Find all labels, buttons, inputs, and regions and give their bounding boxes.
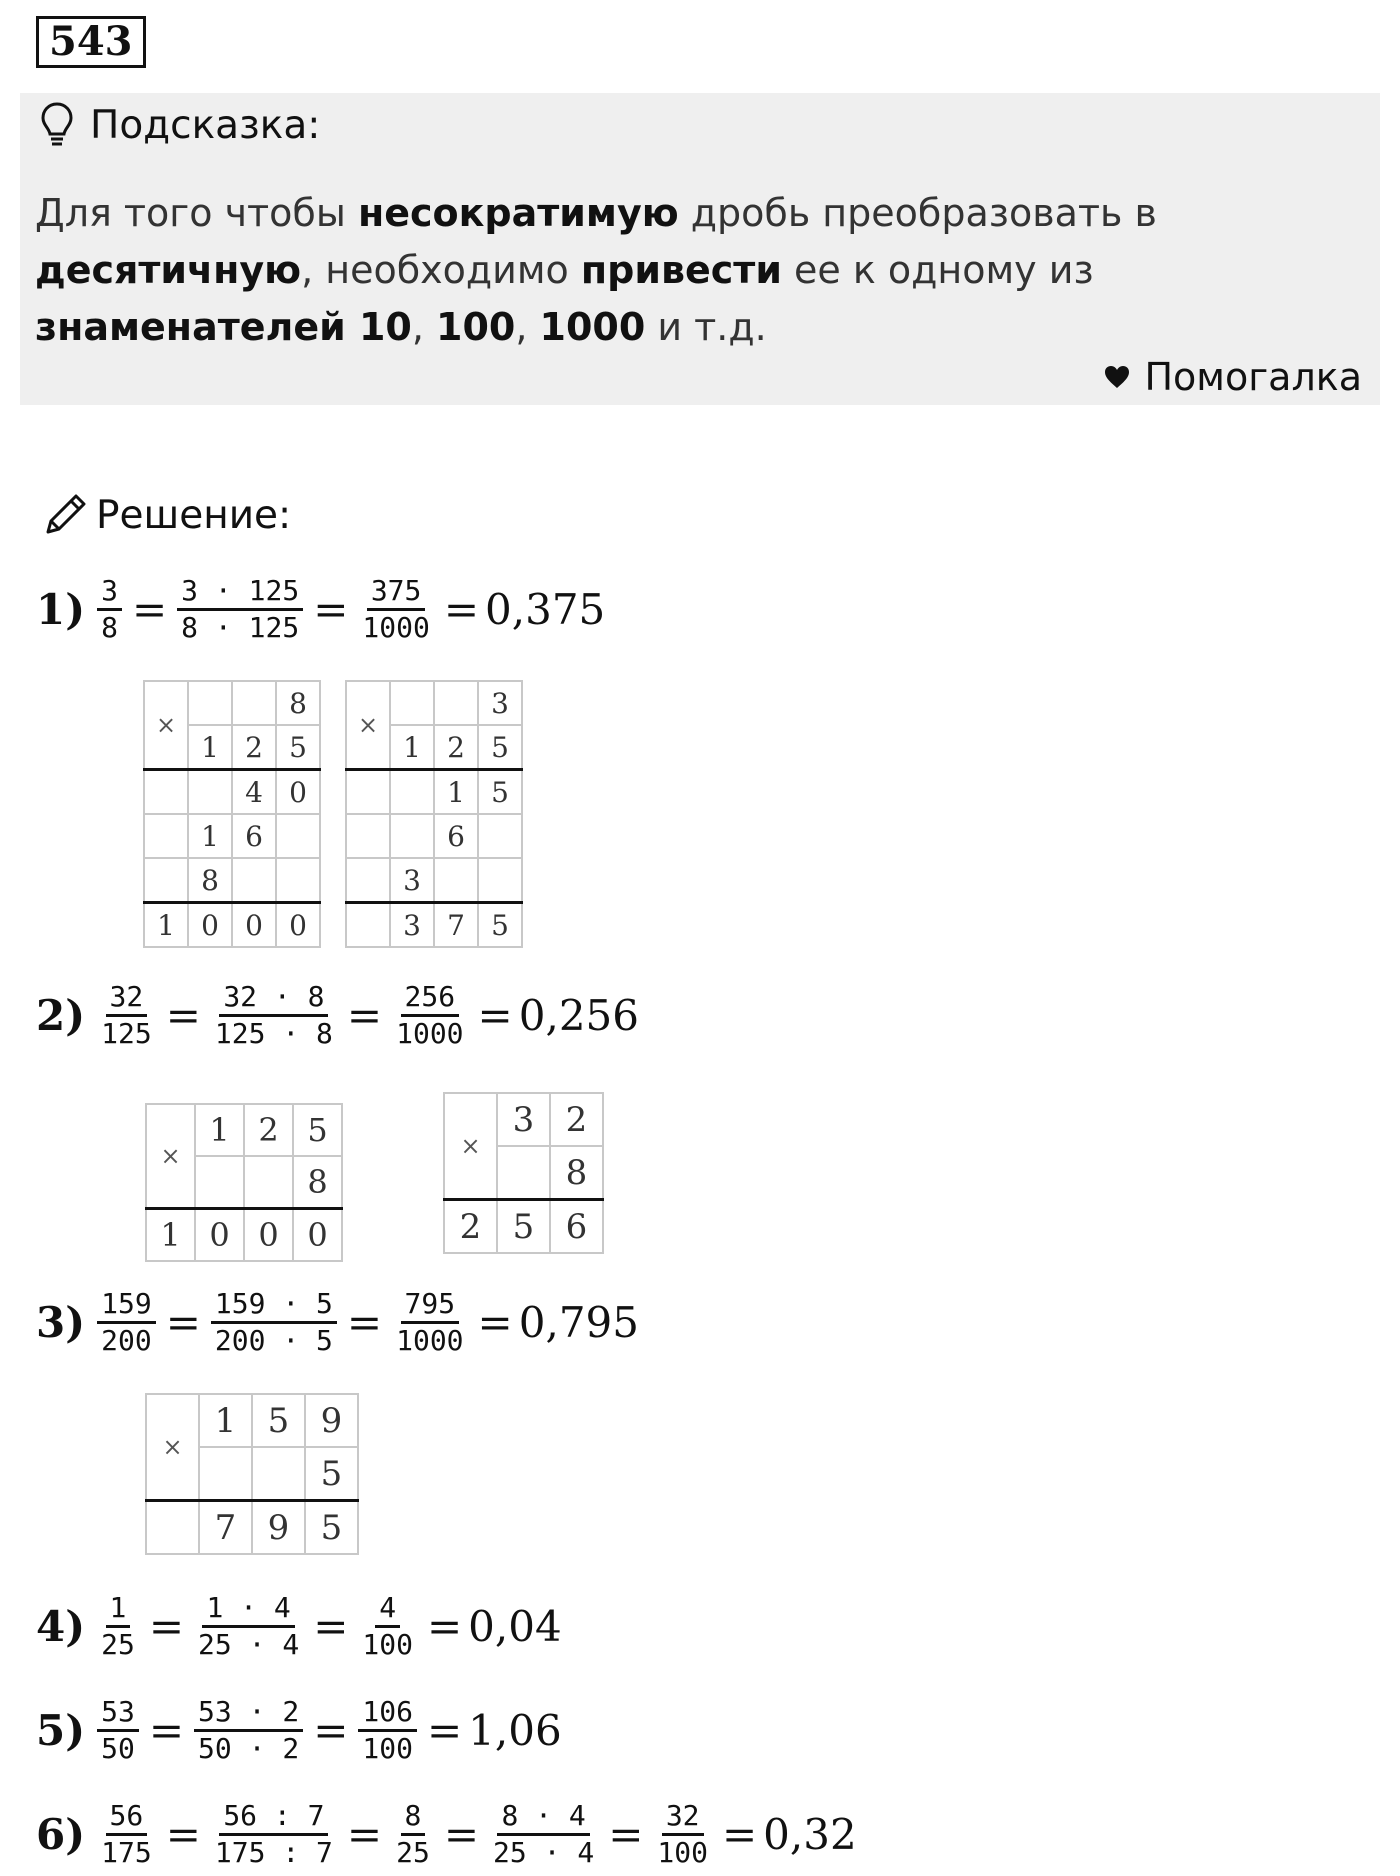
denominator: 25 · 4 <box>493 1836 595 1869</box>
fraction <box>97 1799 156 1870</box>
multiplication-grid-4 <box>443 1092 604 1254</box>
hint-segment: дробь преобразовать в <box>678 191 1157 235</box>
times-sign: × <box>346 681 390 770</box>
equals-sign: = <box>165 1298 201 1347</box>
hint-segment: привести <box>580 248 782 292</box>
hint-segment: несократимую <box>357 191 679 235</box>
equals-sign: = <box>313 1706 349 1755</box>
denominator: 100 <box>362 1732 413 1765</box>
equals-sign: = <box>346 1810 383 1859</box>
numerator: 32 <box>106 980 148 1017</box>
grid-cell: 3 <box>478 681 522 725</box>
equals-sign: = <box>477 991 513 1040</box>
grid-cell <box>144 770 188 815</box>
grid-cell <box>478 858 522 903</box>
grid-cell: 1 <box>199 1394 252 1447</box>
equals-sign: = <box>477 1298 513 1347</box>
multiplication-grid-2 <box>345 680 523 948</box>
grid-cell <box>346 770 390 815</box>
grid-cell: 0 <box>276 903 320 948</box>
numerator: 56 <box>106 1799 148 1836</box>
numerator: 4 <box>375 1591 400 1628</box>
equals-sign: = <box>721 1810 758 1859</box>
equals-sign: = <box>148 1602 185 1651</box>
denominator: 175 <box>101 1836 152 1869</box>
equals-sign: = <box>165 991 201 1040</box>
times-sign: × <box>146 1104 195 1209</box>
task-number: 543 <box>36 16 146 68</box>
grid-cell <box>434 858 478 903</box>
times-sign: × <box>146 1394 199 1501</box>
fraction <box>211 980 337 1051</box>
decimal-result: 1,06 <box>468 1706 562 1755</box>
credit-label: Помогалка <box>1144 355 1362 399</box>
fraction <box>97 1287 156 1358</box>
grid-cell: 8 <box>293 1156 342 1209</box>
multiplication-grid-5 <box>145 1393 359 1555</box>
grid-cell <box>276 814 320 858</box>
numerator: 375 <box>367 574 426 611</box>
grid-cell: 3 <box>390 903 434 948</box>
fraction <box>392 1799 434 1870</box>
fraction <box>653 1799 712 1870</box>
denominator: 125 · 8 <box>214 1017 333 1050</box>
numerator: 56 : 7 <box>219 1799 328 1836</box>
equals-sign: = <box>608 1810 644 1859</box>
fraction <box>97 1695 139 1766</box>
grid-cell: 3 <box>497 1093 550 1146</box>
fraction <box>358 574 433 645</box>
grid-cell <box>346 858 390 903</box>
grid-cell: 5 <box>293 1104 342 1156</box>
grid-cell: 5 <box>478 725 522 770</box>
equation-6 <box>36 1799 857 1870</box>
times-sign: × <box>444 1093 497 1200</box>
grid-cell: 1 <box>434 770 478 815</box>
denominator: 125 <box>101 1017 152 1050</box>
grid-cell: 4 <box>232 770 276 815</box>
equals-sign: = <box>313 1602 349 1651</box>
equals-sign: = <box>426 1602 463 1651</box>
grid-cell: 0 <box>188 903 232 948</box>
hint-segment: 100 <box>436 305 516 349</box>
equation-1 <box>36 574 605 645</box>
hint-segment: , <box>411 305 437 349</box>
grid-cell <box>478 814 522 858</box>
grid-cell: 1 <box>144 903 188 948</box>
grid-cell <box>252 1447 305 1501</box>
grid-cell <box>146 1501 199 1555</box>
denominator: 50 <box>101 1732 135 1765</box>
decimal-result: 0,256 <box>518 991 639 1040</box>
denominator: 25 <box>101 1628 135 1661</box>
equation-index: 3) <box>36 1298 86 1347</box>
denominator: 100 <box>657 1836 708 1869</box>
grid-cell: 7 <box>434 903 478 948</box>
grid-cell: 2 <box>244 1104 293 1156</box>
hint-segment: десятичную <box>35 248 302 292</box>
numerator: 53 <box>97 1695 139 1732</box>
hint-segment: , <box>515 305 540 349</box>
denominator: 200 <box>101 1324 152 1357</box>
fraction <box>177 574 303 645</box>
denominator: 1000 <box>396 1017 464 1050</box>
numerator: 1 · 4 <box>202 1591 294 1628</box>
equation-index: 2) <box>36 991 86 1040</box>
hint-header <box>40 101 320 149</box>
equation-index: 6) <box>36 1810 86 1859</box>
equation-4 <box>36 1591 562 1662</box>
hint-segment: и т.д. <box>645 305 767 349</box>
fraction <box>358 1695 417 1766</box>
equation-index: 4) <box>36 1602 86 1651</box>
numerator: 106 <box>358 1695 417 1732</box>
denominator: 1000 <box>396 1324 464 1357</box>
numerator: 256 <box>401 980 460 1017</box>
grid-cell <box>188 770 232 815</box>
heart-icon <box>1104 365 1130 389</box>
grid-cell <box>144 814 188 858</box>
denominator: 50 · 2 <box>198 1732 300 1765</box>
equation-index: 1) <box>36 585 86 634</box>
numerator: 8 · 4 <box>497 1799 589 1836</box>
fraction <box>358 1591 417 1662</box>
lightbulb-icon <box>40 101 74 149</box>
solution-title: Решение: <box>96 492 292 538</box>
numerator: 159 <box>97 1287 156 1324</box>
grid-cell: 1 <box>195 1104 244 1156</box>
grid-cell: 9 <box>305 1394 358 1447</box>
grid-cell: 5 <box>252 1394 305 1447</box>
grid-cell: 5 <box>478 770 522 815</box>
fraction <box>194 1591 303 1662</box>
solution-header <box>40 490 291 540</box>
fraction <box>97 1591 139 1662</box>
grid-cell <box>199 1447 252 1501</box>
grid-cell: 7 <box>199 1501 252 1555</box>
hint-segment: , необходимо <box>301 248 581 292</box>
grid-cell <box>390 770 434 815</box>
fraction <box>194 1695 303 1766</box>
grid-cell: 5 <box>305 1447 358 1501</box>
grid-cell <box>188 681 232 725</box>
fraction <box>97 574 122 645</box>
equation-3 <box>36 1287 639 1358</box>
grid-cell: 8 <box>188 858 232 903</box>
equals-sign: = <box>426 1706 463 1755</box>
grid-cell: 5 <box>276 725 320 770</box>
grid-cell <box>497 1146 550 1200</box>
equals-sign: = <box>346 1298 383 1347</box>
grid-cell: 5 <box>478 903 522 948</box>
grid-cell: 5 <box>497 1200 550 1254</box>
equation-2 <box>36 980 639 1051</box>
fraction <box>489 1799 598 1870</box>
fraction <box>392 1287 467 1358</box>
grid-cell: 9 <box>252 1501 305 1555</box>
pencil-icon <box>40 490 90 540</box>
grid-cell: 5 <box>305 1501 358 1555</box>
grid-cell: 2 <box>232 725 276 770</box>
grid-cell: 1 <box>390 725 434 770</box>
numerator: 53 · 2 <box>194 1695 303 1732</box>
grid-cell <box>390 814 434 858</box>
decimal-result: 0,32 <box>763 1810 857 1859</box>
numerator: 8 <box>401 1799 426 1836</box>
equals-sign: = <box>148 1706 185 1755</box>
multiplication-grid-1 <box>143 680 321 948</box>
fraction <box>392 980 467 1051</box>
equals-sign: = <box>165 1810 201 1859</box>
hint-segment: 1000 <box>539 305 646 349</box>
times-sign: × <box>144 681 188 770</box>
numerator: 159 · 5 <box>211 1287 337 1324</box>
grid-cell: 3 <box>390 858 434 903</box>
grid-cell <box>346 903 390 948</box>
hint-text <box>35 185 1365 356</box>
grid-cell: 0 <box>276 770 320 815</box>
hint-segment: знаменателей 10 <box>35 305 412 349</box>
grid-cell <box>390 681 434 725</box>
grid-cell: 2 <box>550 1093 603 1146</box>
hint-segment: Для того чтобы <box>35 191 358 235</box>
grid-cell: 8 <box>550 1146 603 1200</box>
numerator: 3 <box>97 574 122 611</box>
equals-sign: = <box>443 1810 480 1859</box>
numerator: 32 <box>662 1799 704 1836</box>
grid-cell <box>232 681 276 725</box>
grid-cell: 0 <box>232 903 276 948</box>
grid-cell: 1 <box>188 814 232 858</box>
hint-title: Подсказка: <box>90 102 321 148</box>
denominator: 25 <box>396 1836 430 1869</box>
grid-cell <box>244 1156 293 1209</box>
hint-box <box>20 93 1380 405</box>
denominator: 1000 <box>362 611 430 644</box>
equals-sign: = <box>131 585 168 634</box>
numerator: 795 <box>401 1287 460 1324</box>
denominator: 8 <box>101 611 118 644</box>
credit <box>1104 355 1362 399</box>
denominator: 175 : 7 <box>214 1836 333 1869</box>
grid-cell: 2 <box>444 1200 497 1254</box>
equals-sign: = <box>346 991 383 1040</box>
denominator: 8 · 125 <box>181 611 300 644</box>
fraction <box>211 1799 337 1870</box>
numerator: 32 · 8 <box>219 980 328 1017</box>
hint-segment: ее к одному из <box>781 248 1094 292</box>
multiplication-grid-3 <box>145 1103 343 1262</box>
grid-cell: 0 <box>293 1209 342 1262</box>
denominator: 200 · 5 <box>214 1324 333 1357</box>
grid-cell <box>346 814 390 858</box>
equals-sign: = <box>443 585 480 634</box>
fraction <box>97 980 156 1051</box>
grid-cell <box>195 1156 244 1209</box>
numerator: 1 <box>106 1591 131 1628</box>
grid-cell: 1 <box>146 1209 195 1262</box>
denominator: 100 <box>362 1628 413 1661</box>
equals-sign: = <box>313 585 349 634</box>
grid-cell: 6 <box>550 1200 603 1254</box>
grid-cell <box>276 858 320 903</box>
grid-cell: 1 <box>188 725 232 770</box>
decimal-result: 0,795 <box>518 1298 639 1347</box>
grid-cell <box>144 858 188 903</box>
decimal-result: 0,375 <box>485 585 606 634</box>
grid-cell <box>232 858 276 903</box>
numerator: 3 · 125 <box>177 574 303 611</box>
grid-cell: 0 <box>195 1209 244 1262</box>
grid-cell <box>434 681 478 725</box>
fraction <box>211 1287 337 1358</box>
equation-5 <box>36 1695 562 1766</box>
denominator: 25 · 4 <box>198 1628 300 1661</box>
decimal-result: 0,04 <box>468 1602 562 1651</box>
grid-cell: 0 <box>244 1209 293 1262</box>
grid-cell: 6 <box>232 814 276 858</box>
grid-cell: 6 <box>434 814 478 858</box>
grid-cell: 8 <box>276 681 320 725</box>
grid-cell: 2 <box>434 725 478 770</box>
equation-index: 5) <box>36 1706 86 1755</box>
